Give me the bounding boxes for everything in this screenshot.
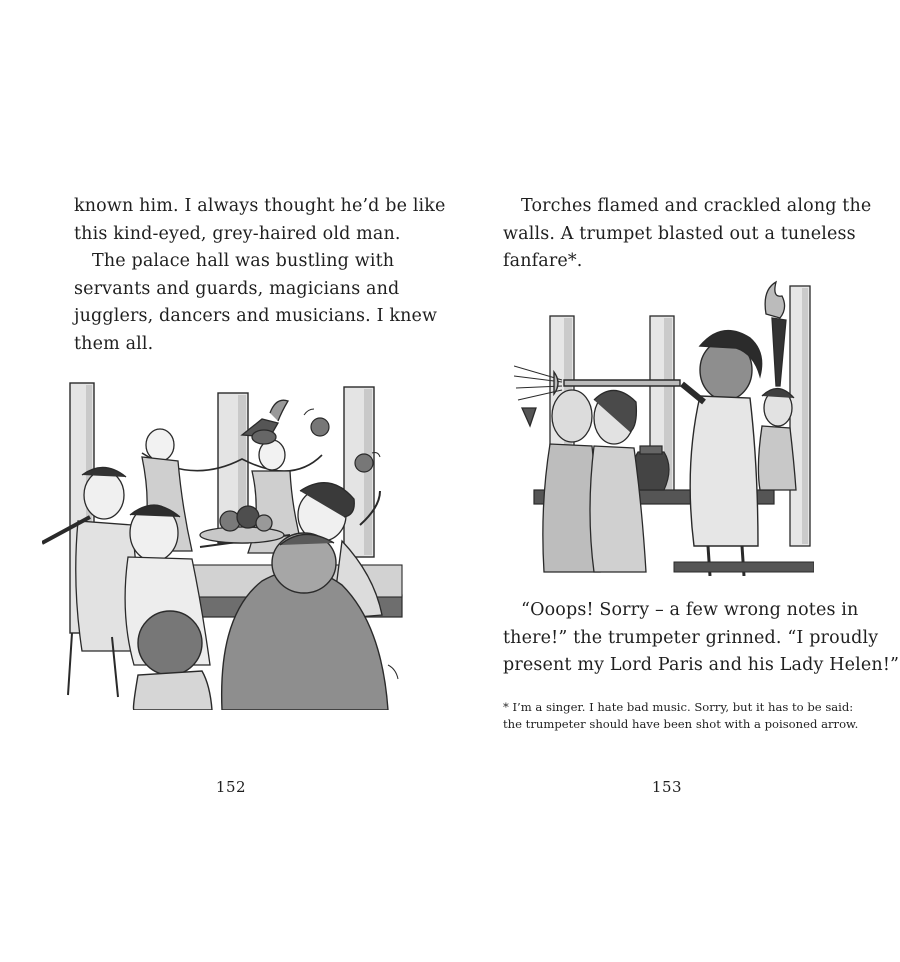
trumpeter-illustration xyxy=(514,276,814,576)
footnote-line: the trumpeter should have been shot with a poisoned arrow. xyxy=(503,716,859,731)
right-paragraph-2 xyxy=(503,597,900,680)
page-number-right: 153 xyxy=(651,778,683,796)
palace-hall-illustration xyxy=(42,375,428,710)
text-line: Torches flamed and crackled along the xyxy=(521,196,872,216)
left-paragraph-2 xyxy=(74,248,438,358)
text-line: fanfare*. xyxy=(503,251,583,271)
right-page xyxy=(450,0,900,962)
page-number-left: 152 xyxy=(215,778,247,796)
text-line: there!” the trumpeter grinned. “I proudly xyxy=(503,627,879,648)
text-line: this kind-eyed, grey-haired old man. xyxy=(74,223,401,244)
footnote-line: * I’m a singer. I hate bad music. Sorry, but it has to be said: xyxy=(503,700,854,714)
text-line: known him. I always thought he’d be like xyxy=(74,196,446,216)
text-line: jugglers, dancers and musicians. I knew xyxy=(74,306,438,326)
text-line: them all. xyxy=(74,333,154,354)
text-line: walls. A trumpet blasted out a tuneless xyxy=(503,223,856,244)
right-paragraph-1 xyxy=(503,193,872,276)
text-line: servants and guards, magicians and xyxy=(74,278,400,299)
footnote xyxy=(503,699,859,732)
left-paragraph-1 xyxy=(74,193,446,248)
text-line: “Ooops! Sorry – a few wrong notes in xyxy=(521,600,859,620)
text-line: The palace hall was bustling with xyxy=(92,251,395,271)
text-line: present my Lord Paris and his Lady Helen!” xyxy=(503,655,900,675)
